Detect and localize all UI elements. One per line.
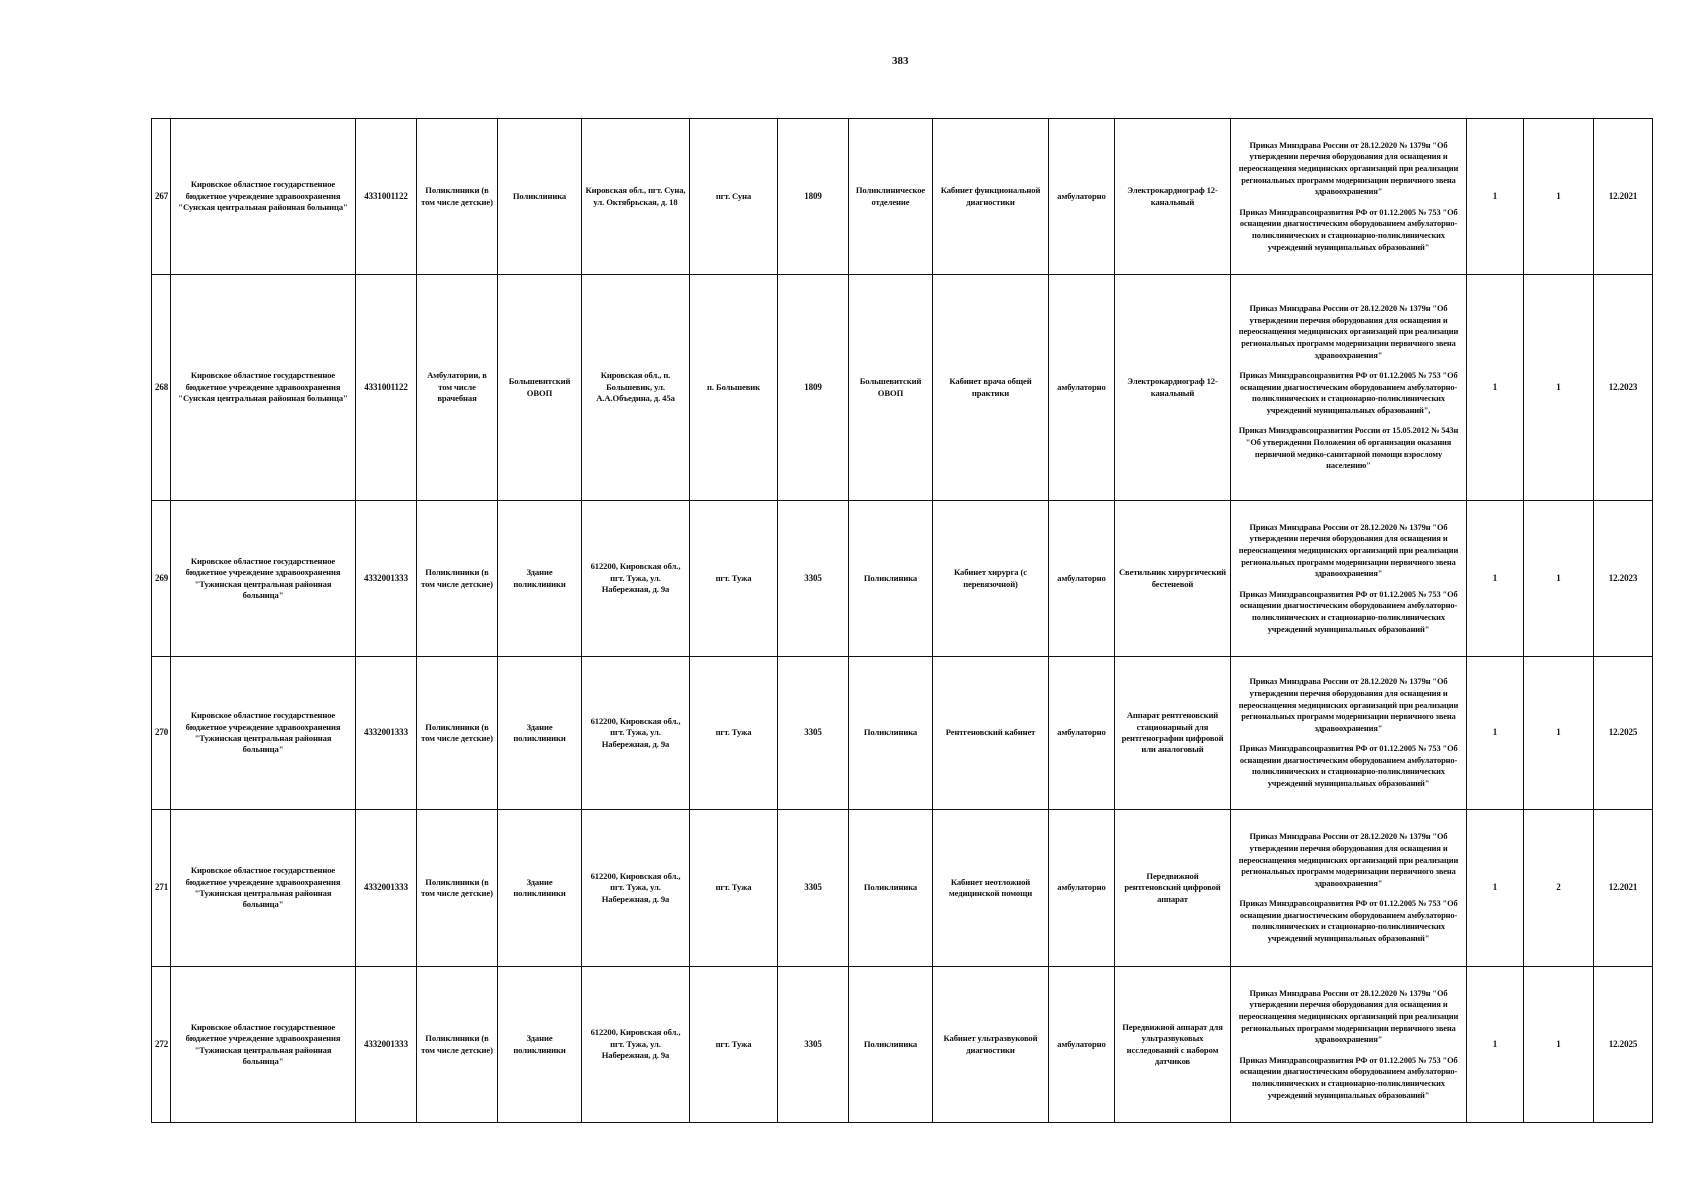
address-cell: 612200, Кировская обл., пгт. Тужа, ул. Набережная, д. 9а [582,657,690,810]
equipment-table [151,118,1653,1123]
room-cell: Кабинет врача общей практики [933,275,1049,501]
organization-name-cell: Кировское областное государственное бюджетное учреждение здравоохранения "Сунская центральная районная больница" [171,119,356,275]
regulatory-orders-cell [1231,501,1467,657]
quantity-b-cell: 1 [1524,119,1594,275]
row-number-cell: 270 [152,657,171,810]
quantity-a-cell: 1 [1467,810,1524,967]
quantity-b-cell: 1 [1524,967,1594,1123]
delivery-date-cell: 12.2025 [1594,967,1653,1123]
building-cell: Поликлиника [498,119,582,275]
locality-cell: пгт. Тужа [690,967,778,1123]
department-cell: Поликлиника [849,810,933,967]
locality-cell: пгт. Тужа [690,657,778,810]
quantity-b-cell: 2 [1524,810,1594,967]
order-text: Приказ Минздрава России от 28.12.2020 № 1379н "Об утверждении перечня оборудования для оснащения и переоснащения медицинских организаций при реализации региональных программ модернизации первичного звена здравоохранения" [1238,988,1459,1045]
organization-name-cell: Кировское областное государственное бюджетное учреждение здравоохранения "Сунская центральная районная больница" [171,275,356,501]
organization-name-cell: Кировское областное государственное бюджетное учреждение здравоохранения "Тужинская центральная районная больница" [171,501,356,657]
care-type-cell: амбулаторно [1049,810,1115,967]
table-row [152,657,1653,810]
equipment-cell: Электрокардиограф 12-канальный [1115,119,1231,275]
inn-cell: 4332001333 [356,967,417,1123]
quantity-a-cell: 1 [1467,657,1524,810]
quantity-a-cell: 1 [1467,275,1524,501]
room-cell: Кабинет неотложной медицинской помощи [933,810,1049,967]
table-row [152,119,1653,275]
organization-name-cell: Кировское областное государственное бюджетное учреждение здравоохранения "Тужинская центральная районная больница" [171,967,356,1123]
population-cell: 3305 [778,967,849,1123]
population-cell: 3305 [778,810,849,967]
order-text: Приказ Минздравсоцразвития РФ от 01.12.2005 № 753 "Об оснащении диагностическим оборудованием амбулаторно-поликлинических и стационарно-поликлинических учреждений муниципальных образований" [1239,899,1458,944]
care-type-cell: амбулаторно [1049,119,1115,275]
facility-type-cell: Амбулатории, в том числе врачебная [417,275,498,501]
regulatory-orders-cell [1231,275,1467,501]
locality-cell: п. Большевик [690,275,778,501]
order-text: Приказ Минздрава России от 28.12.2020 № 1379н "Об утверждении перечня оборудования для оснащения и переоснащения медицинских организаций при реализации региональных программ модернизации первичного звена здравоохранения" [1238,522,1459,579]
room-cell: Рентгеновский кабинет [933,657,1049,810]
quantity-b-cell: 1 [1524,501,1594,657]
equipment-cell: Передвижной аппарат для ультразвуковых исследований с набором датчиков [1115,967,1231,1123]
locality-cell: пгт. Тужа [690,810,778,967]
equipment-cell: Аппарат рентгеновский стационарный для рентгенографии цифровой или аналоговый [1115,657,1231,810]
order-text: Приказ Минздравсоцразвития РФ от 01.12.2005 № 753 "Об оснащении диагностическим оборудованием амбулаторно-поликлинических и стационарно-поликлинических учреждений муниципальных образований" [1239,744,1458,789]
quantity-a-cell: 1 [1467,501,1524,657]
order-text: Приказ Минздравсоцразвития РФ от 01.12.2005 № 753 "Об оснащении диагностическим оборудованием амбулаторно-поликлинических и стационарно-поликлинических учреждений муниципальных образований" [1239,589,1458,634]
page-number: 383 [892,55,909,67]
facility-type-cell: Поликлиники (в том числе детские) [417,119,498,275]
order-text: Приказ Минздравсоцразвития РФ от 01.12.2005 № 753 "Об оснащении диагностическим оборудованием амбулаторно-поликлинических и стационарно-поликлинических учреждений муниципальных образований" [1239,1055,1458,1100]
population-cell: 3305 [778,501,849,657]
delivery-date-cell: 12.2023 [1594,275,1653,501]
quantity-b-cell: 1 [1524,275,1594,501]
order-text: Приказ Минздравсоцразвития РФ от 01.12.2005 № 753 "Об оснащении диагностическим оборудованием амбулаторно-поликлинических и стационарно-поликлинических учреждений муниципальных образований", [1239,371,1458,415]
table-row [152,275,1653,501]
delivery-date-cell: 12.2025 [1594,657,1653,810]
order-text: Приказ Минздрава России от 28.12.2020 № 1379н "Об утверждении перечня оборудования для оснащения и переоснащения медицинских организаций при реализации региональных программ модернизации первичного звена здравоохранения" [1238,677,1459,733]
delivery-date-cell: 12.2021 [1594,119,1653,275]
row-number-cell: 272 [152,967,171,1123]
inn-cell: 4332001333 [356,810,417,967]
inn-cell: 4332001333 [356,501,417,657]
facility-type-cell: Поликлиники (в том числе детские) [417,501,498,657]
building-cell: Здание поликлиники [498,967,582,1123]
population-cell: 1809 [778,119,849,275]
regulatory-orders-cell [1231,967,1467,1123]
room-cell: Кабинет ультразвуковой диагностики [933,967,1049,1123]
inn-cell: 4332001333 [356,657,417,810]
population-cell: 3305 [778,657,849,810]
building-cell: Здание поликлиники [498,810,582,967]
address-cell: Кировская обл., п. Большевик, ул. А.А.Объедина, д. 45а [582,275,690,501]
building-cell: Здание поликлиники [498,657,582,810]
room-cell: Кабинет функциональной диагностики [933,119,1049,275]
regulatory-orders-cell [1231,119,1467,275]
room-cell: Кабинет хирурга (с перевязочной) [933,501,1049,657]
equipment-cell: Электрокардиограф 12-канальный [1115,275,1231,501]
address-cell: 612200, Кировская обл., пгт. Тужа, ул. Набережная, д. 9а [582,501,690,657]
delivery-date-cell: 12.2021 [1594,810,1653,967]
row-number-cell: 268 [152,275,171,501]
organization-name-cell: Кировское областное государственное бюджетное учреждение здравоохранения "Тужинская центральная районная больница" [171,657,356,810]
equipment-cell: Передвижной рентгеновский цифровой аппарат [1115,810,1231,967]
organization-name-cell: Кировское областное государственное бюджетное учреждение здравоохранения "Тужинская центральная районная больница" [171,810,356,967]
department-cell: Поликлиническое отделение [849,119,933,275]
department-cell: Поликлиника [849,967,933,1123]
facility-type-cell: Поликлиники (в том числе детские) [417,657,498,810]
facility-type-cell: Поликлиники (в том числе детские) [417,967,498,1123]
department-cell: Поликлиника [849,501,933,657]
address-cell: 612200, Кировская обл., пгт. Тужа, ул. Набережная, д. 9а [582,967,690,1123]
order-text: Приказ Минздрава России от 28.12.2020 № 1379н "Об утверждении перечня оборудования для оснащения и переоснащения медицинских организаций при реализации региональных программ модернизации первичного звена здравоохранения" [1238,304,1459,360]
delivery-date-cell: 12.2023 [1594,501,1653,657]
department-cell: Большевитский ОВОП [849,275,933,501]
address-cell: Кировская обл., пгт. Суна, ул. Октябрьская, д. 18 [582,119,690,275]
quantity-a-cell: 1 [1467,119,1524,275]
quantity-b-cell: 1 [1524,657,1594,810]
row-number-cell: 271 [152,810,171,967]
quantity-a-cell: 1 [1467,967,1524,1123]
inn-cell: 4331001122 [356,275,417,501]
order-text: Приказ Минздрава России от 28.12.2020 № 1379н "Об утверждении перечня оборудования для оснащения и переоснащения медицинских организаций при реализации региональных программ модернизации первичного звена здравоохранения" [1238,832,1459,888]
equipment-cell: Светильник хирургический бестеневой [1115,501,1231,657]
row-number-cell: 269 [152,501,171,657]
regulatory-orders-cell [1231,810,1467,967]
department-cell: Поликлиника [849,657,933,810]
address-cell: 612200, Кировская обл., пгт. Тужа, ул. Набережная, д. 9а [582,810,690,967]
inn-cell: 4331001122 [356,119,417,275]
care-type-cell: амбулаторно [1049,501,1115,657]
order-text: Приказ Минздравсоцразвития России от 15.05.2012 № 543н "Об утверждении Положения об организации оказания первичной медико-санитарной помощи взрослому населению" [1238,426,1459,471]
table-row [152,810,1653,967]
population-cell: 1809 [778,275,849,501]
table-row [152,967,1653,1123]
locality-cell: пгт. Тужа [690,501,778,657]
building-cell: Большевитский ОВОП [498,275,582,501]
order-text: Приказ Минздравсоцразвития РФ от 01.12.2005 № 753 "Об оснащении диагностическим оборудованием амбулаторно-поликлинических и стационарно-поликлинических учреждений муниципальных образований" [1239,207,1458,252]
locality-cell: пгт. Суна [690,119,778,275]
care-type-cell: амбулаторно [1049,275,1115,501]
care-type-cell: амбулаторно [1049,657,1115,810]
care-type-cell: амбулаторно [1049,967,1115,1123]
facility-type-cell: Поликлиники (в том числе детские) [417,810,498,967]
regulatory-orders-cell [1231,657,1467,810]
order-text: Приказ Минздрава России от 28.12.2020 № 1379н "Об утверждении перечня оборудования для оснащения и переоснащения медицинских организаций при реализации региональных программ модернизации первичного звена здравоохранения" [1238,140,1459,197]
building-cell: Здание поликлиники [498,501,582,657]
table-row [152,501,1653,657]
table-body [152,119,1653,1123]
row-number-cell: 267 [152,119,171,275]
